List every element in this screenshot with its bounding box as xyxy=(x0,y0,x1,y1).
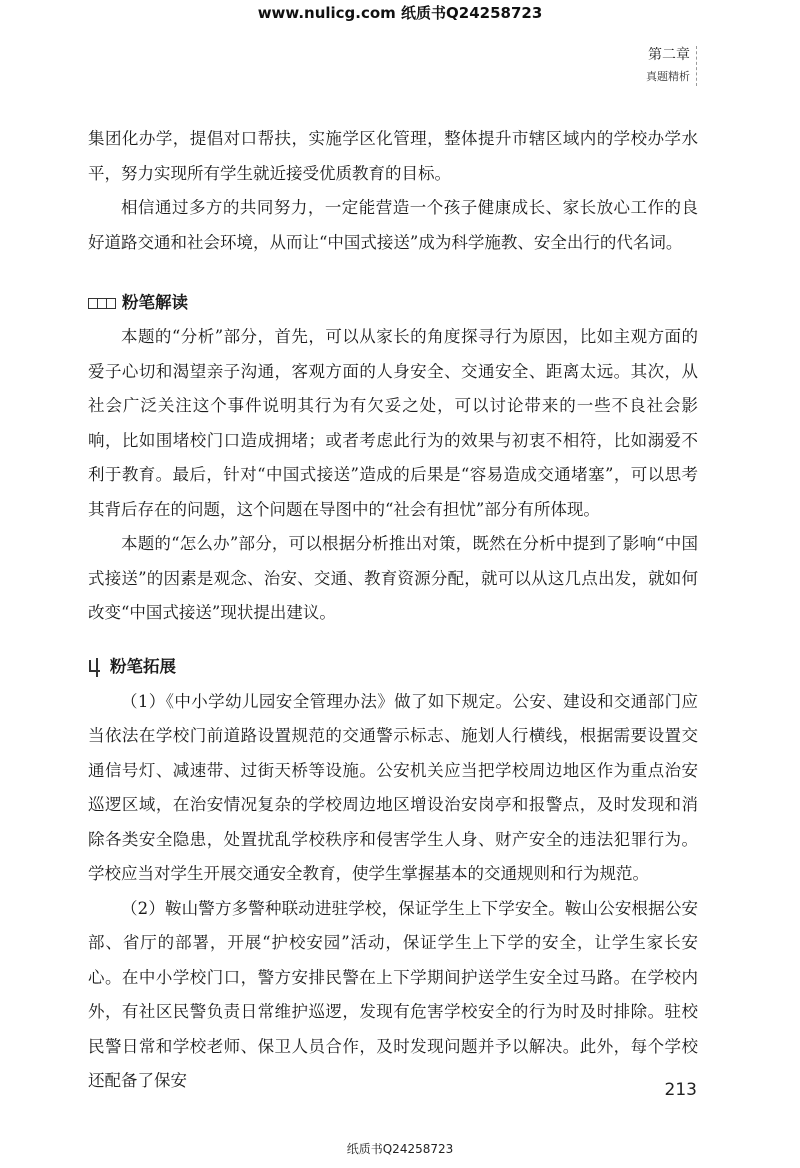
intro-paragraph-1: 集团化办学，提倡对口帮扶，实施学区化管理，整体提升市辖区域内的学校办学水平，努力实现所有学生就近接受优质教育的目标。 xyxy=(88,129,698,183)
section-heading-interpretation xyxy=(88,286,698,320)
page-number: 213 xyxy=(664,1080,697,1100)
chapter-subtitle: 真题精析 xyxy=(646,70,690,83)
page-body xyxy=(88,122,698,1099)
chapter-header xyxy=(646,44,690,84)
extension-paragraph-2: （2）鞍山警方多警种联动进驻学校，保证学生上下学安全。鞍山公安根据公安部、省厅的部署，开展“护校安园”活动，保证学生上下学的安全，让学生家长安心。在中小学校门口，警方安排民警在上下学期间护送学生安全过马路。在学校内外，有社区民警负责日常维护巡逻，发现有危害学校安全的行为时及时排除。驻校民警日常和学校老师、保卫人员合作，及时发现问题并予以解决。此外，每个学校还配备了保安 xyxy=(88,898,698,1090)
chapter-divider xyxy=(696,46,697,86)
interpretation-paragraph-2: 本题的“怎么办”部分，可以根据分析推出对策，既然在分析中提到了影响“中国式接送”的因素是观念、治安、交通、教育资源分配，就可以从这几点出发，就如何改变“中国式接送”现状提出建议。 xyxy=(88,534,698,622)
chalk-box-icon xyxy=(88,298,116,309)
section-title: 粉笔解读 xyxy=(122,292,188,312)
chapter-title: 第二章 xyxy=(648,47,690,63)
watermark-bottom: 纸质书Q24258723 xyxy=(346,1142,454,1156)
extension-bracket-icon xyxy=(88,658,104,678)
section-heading-extension xyxy=(88,651,698,685)
intro-paragraph-2: 相信通过多方的共同努力，一定能营造一个孩子健康成长、家长放心工作的良好道路交通和社会环境，从而让“中国式接送”成为科学施教、安全出行的代名词。 xyxy=(88,198,698,252)
section-title: 粉笔拓展 xyxy=(110,657,176,677)
watermark-top: www.nulicg.com 纸质书Q24258723 xyxy=(257,4,543,22)
extension-paragraph-1: （1）《中小学幼儿园安全管理办法》做了如下规定。公安、建设和交通部门应当依法在学校门前道路设置规范的交通警示标志、施划人行横线，根据需要设置交通信号灯、减速带、过街天桥等设施。公安机关应当把学校周边地区作为重点治安巡逻区域，在治安情况复杂的学校周边地区增设治安岗亭和报警点，及时发现和消除各类安全隐患，处置扰乱学校秩序和侵害学生人身、财产安全的违法犯罪行为。学校应当对学生开展交通安全教育，使学生掌握基本的交通规则和行为规范。 xyxy=(88,691,698,883)
interpretation-paragraph-1: 本题的“分析”部分，首先，可以从家长的角度探寻行为原因，比如主观方面的爱子心切和渴望亲子沟通，客观方面的人身安全、交通安全、距离太远。其次，从社会广泛关注这个事件说明其行为有欠妥之处，可以讨论带来的一些不良社会影响，比如围堵校门口造成拥堵；或者考虑此行为的效果与初衷不相符，比如溺爱不利于教育。最后，针对“中国式接送”造成的后果是“容易造成交通堵塞”，可以思考其背后存在的问题，这个问题在导图中的“社会有担忧”部分有所体现。 xyxy=(88,327,698,519)
